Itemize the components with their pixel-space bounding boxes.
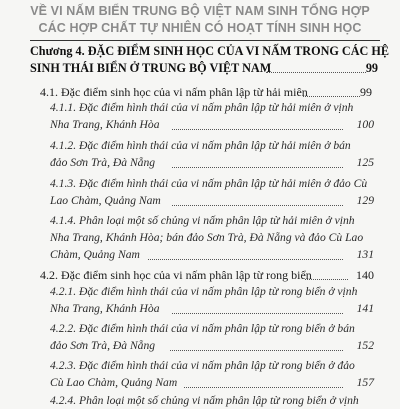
toc-entry-4-2-2-line-1: 4.2.2. Đặc điểm hình thái của vi nấm phân lập từ rong biển ở bán bbox=[50, 322, 355, 335]
toc-entry-4-2-2-line-2: đảo Sơn Trà, Đà Nẵng bbox=[50, 339, 156, 352]
section-4-1-page-number: 99 bbox=[360, 85, 372, 99]
toc-entry-4-1-4-page-number: 131 bbox=[356, 248, 374, 261]
header-rule bbox=[30, 40, 380, 41]
toc-entry-4-2-1-leader-dots bbox=[172, 313, 343, 314]
toc-entry-4-1-2-page-number: 125 bbox=[356, 156, 374, 169]
toc-entry-4-1-2-leader-dots bbox=[172, 167, 343, 168]
toc-entry-4-2-3-line-1: 4.2.3. Đặc điểm hình thái của vi nấm phân lập từ rong biển ở đảo bbox=[50, 359, 355, 372]
toc-entry-4-1-3-page-number: 129 bbox=[356, 194, 374, 207]
book-title-line-2: CÁC HỢP CHẤT TỰ NHIÊN CÓ HOẠT TÍNH SINH HỌC bbox=[38, 21, 362, 35]
toc-entry-4-1-1-line-1: 4.1.1. Đặc điểm hình thái của vi nấm phân lập từ hải miên ở vịnh bbox=[50, 101, 354, 114]
toc-entry-4-2-1-page-number: 141 bbox=[356, 302, 374, 315]
toc-entry-4-2-4-line-1: 4.2.4. Phân loại một số chủng vi nấm phân lập từ rong biển ở vịnh bbox=[50, 394, 359, 407]
book-title-header bbox=[0, 0, 400, 38]
toc-entry-4-1-4-line-1: 4.1.4. Phân loại một số chủng vi nấm phân lập từ hải miên ở vịnh bbox=[50, 214, 355, 227]
section-4-2-title: 4.2. Đặc điểm sinh học của vi nấm phân lập từ rong biển bbox=[40, 268, 312, 282]
toc-entry-4-2-2-page-number: 152 bbox=[356, 339, 374, 352]
toc-entry-4-2-3-page-number: 157 bbox=[356, 376, 374, 389]
toc-entry-4-2-1-line-2: Nha Trang, Khánh Hòa bbox=[50, 302, 160, 315]
toc-entry-4-1-4-line-3: Chàm, Quảng Nam bbox=[50, 248, 140, 261]
toc-entry-4-1-1-line-2: Nha Trang, Khánh Hòa bbox=[50, 118, 160, 131]
chapter-4-page-number: 99 bbox=[365, 61, 378, 75]
chapter-4-title-line-1: Chương 4. ĐẶC ĐIỂM SINH HỌC CỦA VI NẤM TRONG CÁC HỆ bbox=[30, 44, 389, 58]
toc-entry-4-1-2-line-1: 4.1.2. Đặc điểm hình thái của vi nấm phân lập từ hải miên ở bán bbox=[50, 139, 351, 152]
toc-entry-4-1-1-page-number: 100 bbox=[356, 118, 374, 131]
book-title-line-1: VỀ VI NẤM BIỂN TRUNG BỘ VIỆT NAM SINH TỔNG HỢP bbox=[30, 4, 370, 18]
toc-entry-4-1-4-leader-dots bbox=[148, 259, 343, 260]
toc-entry-4-1-4-line-2: Nha Trang, Khánh Hòa; bán đảo Sơn Trà, Đà Nẵng và đảo Cù Lao bbox=[50, 231, 364, 244]
toc-entry-4-1-1-leader-dots bbox=[172, 129, 343, 130]
section-4-1-title: 4.1. Đặc điểm sinh học của vi nấm phân lập từ hải miên bbox=[40, 85, 308, 99]
section-4-2-page-number: 140 bbox=[356, 268, 374, 282]
chapter-4-leader-dots bbox=[266, 72, 366, 73]
section-4-2-leader-dots bbox=[305, 279, 348, 280]
toc-entry-4-1-2-line-2: đảo Sơn Trà, Đà Nẵng bbox=[50, 156, 156, 169]
toc-entry-4-1-3-line-1: 4.1.3. Đặc điểm hình thái của vi nấm phân lập từ hải miên ở đảo Cù bbox=[50, 177, 368, 190]
toc-entry-4-2-3-leader-dots bbox=[184, 387, 343, 388]
chapter-4-title-line-2: SINH THÁI BIỂN Ở TRUNG BỘ VIỆT NAM bbox=[30, 61, 272, 75]
toc-entry-4-2-3-line-2: Cù Lao Chàm, Quảng Nam bbox=[50, 376, 178, 389]
toc-entry-4-1-3-line-2: Lao Chàm, Quảng Nam bbox=[50, 194, 161, 207]
toc-entry-4-2-2-leader-dots bbox=[170, 350, 343, 351]
toc-entry-4-1-3-leader-dots bbox=[172, 205, 343, 206]
toc-entry-4-2-1-line-1: 4.2.1. Đặc điểm hình thái của vi nấm phân lập từ rong biển ở vịnh bbox=[50, 285, 358, 298]
